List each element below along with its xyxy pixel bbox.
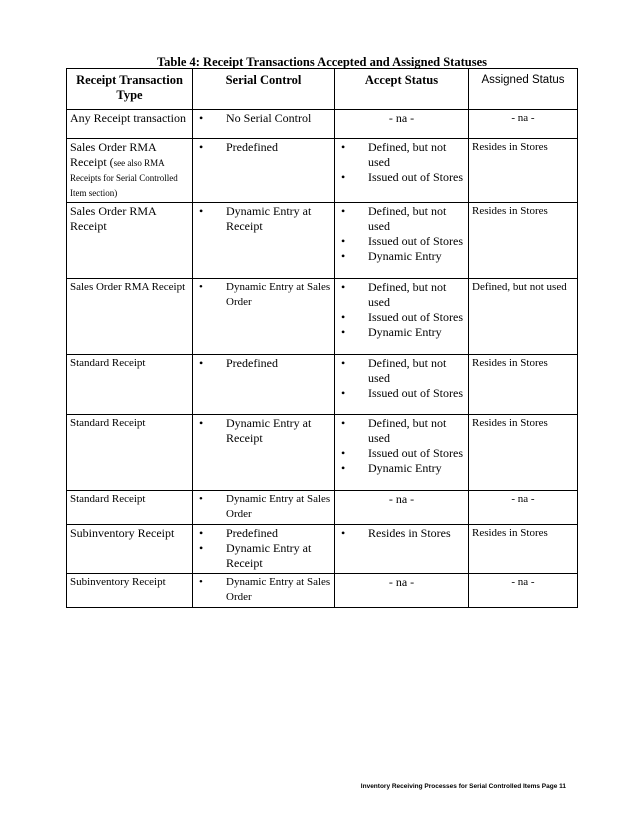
list-item: • Dynamic Entry at Receipt (199, 204, 312, 233)
page-footer: Inventory Receiving Processes for Serial Controlled Items Page 11 (360, 783, 566, 790)
cell-accept: - na - (335, 574, 469, 608)
cell-type: Sales Order RMA Receipt (67, 279, 193, 355)
table-caption: Table 4: Receipt Transactions Accepted and Assigned Statuses (156, 55, 487, 69)
bullet-icon: • (341, 249, 346, 263)
cell-assigned: - na - (469, 574, 578, 608)
bullet-icon: • (341, 310, 346, 324)
cell-accept (335, 415, 469, 491)
cell-assigned: Resides in Stores (469, 415, 578, 491)
cell-accept (335, 525, 469, 574)
bullet-icon: • (341, 170, 346, 184)
bullet-icon: • (199, 356, 204, 370)
cell-type: Standard Receipt (67, 491, 193, 525)
cell-type: Standard Receipt (67, 415, 193, 491)
cell-accept (335, 279, 469, 355)
table-row (67, 415, 578, 491)
list-item: • Resides in Stores (341, 526, 451, 540)
list-item: • Issued out of Stores (341, 234, 463, 248)
cell-assigned: - na - (469, 110, 578, 139)
list-item: • Defined, but not used (341, 416, 447, 445)
cell-accept: - na - (335, 491, 469, 525)
list-item: • Predefined (199, 526, 278, 540)
list-item: • Issued out of Stores (341, 170, 463, 184)
list-item: • Defined, but not used (341, 356, 447, 385)
bullet-icon: • (341, 461, 346, 475)
cell-assigned: Resides in Stores (469, 525, 578, 574)
table-row (67, 139, 578, 203)
bullet-icon: • (199, 493, 203, 505)
cell-assigned: Resides in Stores (469, 203, 578, 279)
cell-serial (193, 525, 335, 574)
bullet-icon: • (341, 204, 346, 218)
cell-serial (193, 139, 335, 203)
cell-serial (193, 279, 335, 355)
bullet-icon: • (341, 416, 346, 430)
bullet-icon: • (199, 204, 204, 218)
table-header-row (67, 69, 578, 110)
cell-serial (193, 203, 335, 279)
bullet-icon: • (341, 325, 346, 339)
cell-assigned: Resides in Stores (469, 139, 578, 203)
cell-type: Sales Order RMA Receipt (see also RMA Receipts for Serial Controlled Item section) (67, 139, 193, 203)
list-item: • Dynamic Entry at Sales Order (199, 493, 331, 520)
list-item: • Dynamic Entry (341, 325, 442, 339)
cell-accept (335, 139, 469, 203)
cell-serial (193, 574, 335, 608)
cell-type: Sales Order RMA Receipt (67, 203, 193, 279)
header-serial-control: Serial Control (193, 69, 335, 110)
bullet-icon: • (341, 356, 346, 370)
table-row (67, 279, 578, 355)
header-receipt-transaction-type: Receipt Transaction Type (67, 69, 193, 110)
cell-assigned: - na - (469, 491, 578, 525)
list-item: • Issued out of Stores (341, 310, 463, 324)
bullet-icon: • (341, 446, 346, 460)
bullet-icon: • (341, 234, 346, 248)
cell-type-note: see also RMA Receipts for Serial Controlled Item section) (70, 158, 178, 198)
cell-accept (335, 355, 469, 415)
header-accept-status: Accept Status (335, 69, 469, 110)
cell-type: Subinventory Receipt (67, 574, 193, 608)
bullet-icon: • (341, 140, 346, 154)
cell-accept (335, 203, 469, 279)
header-assigned-status: Assigned Status (469, 69, 578, 110)
bullet-icon: • (341, 526, 346, 540)
table-row (67, 525, 578, 574)
list-item: • Dynamic Entry at Sales Order (199, 281, 331, 308)
list-item: • Dynamic Entry (341, 249, 442, 263)
list-item: • Defined, but not used (341, 280, 447, 309)
cell-type: Any Receipt transaction (67, 110, 193, 139)
cell-type: Standard Receipt (67, 355, 193, 415)
cell-type: Subinventory Receipt (67, 525, 193, 574)
bullet-icon: • (199, 526, 204, 540)
table-row (67, 110, 578, 139)
list-item: • Predefined (199, 140, 278, 154)
list-item: • Dynamic Entry at Receipt (199, 416, 312, 445)
cell-assigned: Defined, but not used (469, 279, 578, 355)
bullet-icon: • (199, 576, 203, 588)
list-item: • Dynamic Entry at Receipt (199, 541, 312, 570)
bullet-icon: • (199, 111, 204, 125)
list-item: • Dynamic Entry at Sales Order (199, 576, 331, 603)
cell-serial (193, 355, 335, 415)
cell-accept: - na - (335, 110, 469, 139)
list-item: • Defined, but not used (341, 140, 447, 169)
receipt-transactions-table (66, 68, 578, 608)
bullet-icon: • (199, 416, 204, 430)
cell-serial (193, 415, 335, 491)
list-item: • Dynamic Entry (341, 461, 442, 475)
table-row (67, 355, 578, 415)
bullet-icon: • (199, 140, 204, 154)
table-row (67, 203, 578, 279)
bullet-icon: • (199, 541, 204, 555)
table-row (67, 574, 578, 608)
list-item: • Issued out of Stores (341, 386, 463, 400)
cell-assigned: Resides in Stores (469, 355, 578, 415)
table-row (67, 491, 578, 525)
list-item: • Issued out of Stores (341, 446, 463, 460)
list-item: • Defined, but not used (341, 204, 447, 233)
cell-serial (193, 491, 335, 525)
list-item: • No Serial Control (199, 111, 312, 125)
list-item: • Predefined (199, 356, 278, 370)
bullet-icon: • (199, 281, 203, 293)
cell-serial (193, 110, 335, 139)
bullet-icon: • (341, 280, 346, 294)
bullet-icon: • (341, 386, 346, 400)
